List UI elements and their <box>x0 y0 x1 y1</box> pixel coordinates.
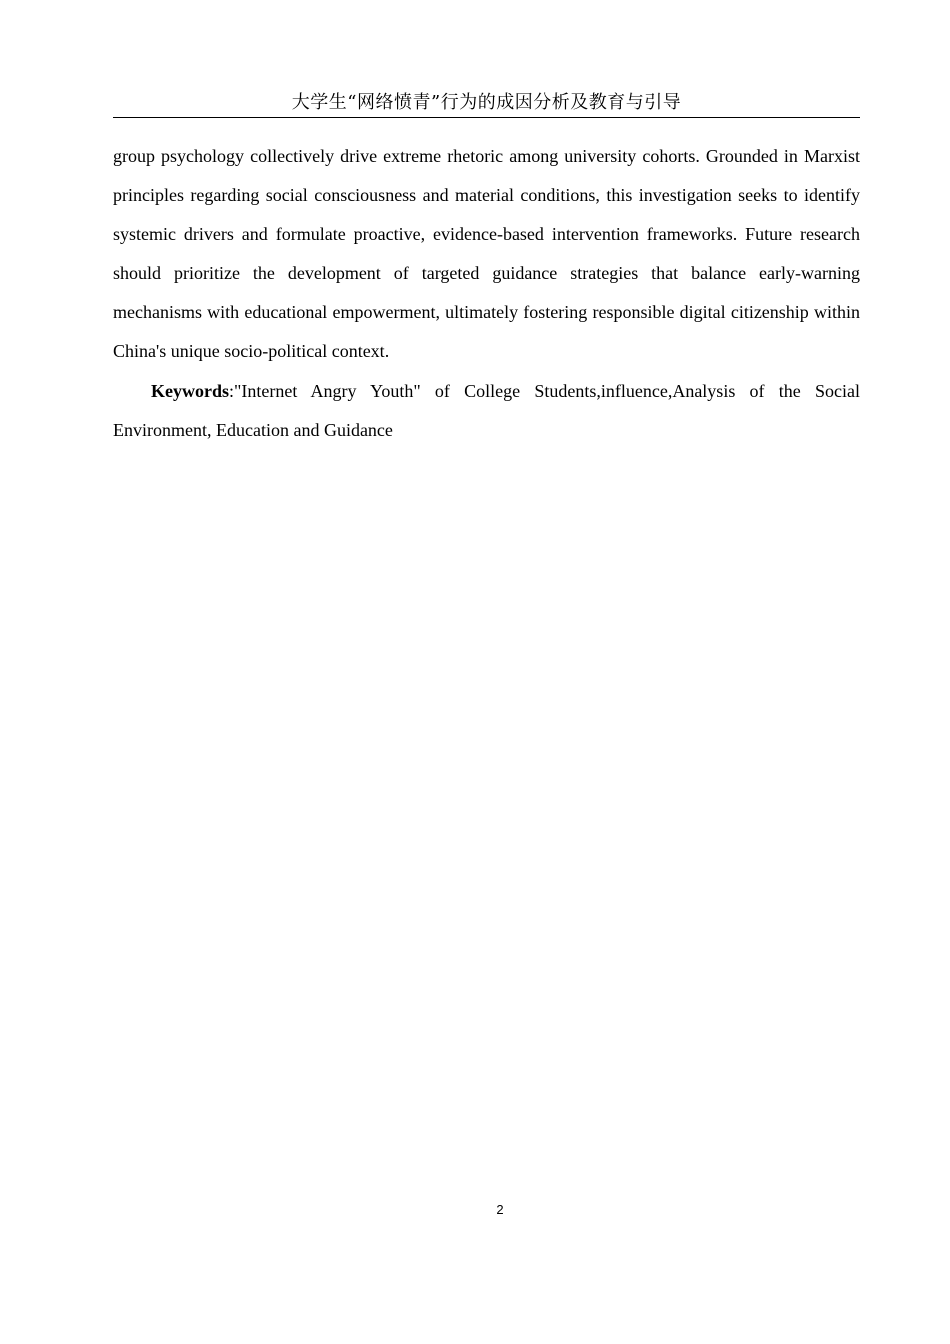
keywords-text: :"Internet Angry Youth" of College Students,influence,Analysis of the Social Environment, Education and Guidance <box>113 381 860 440</box>
abstract-paragraph: group psychology collectively drive extreme rhetoric among university cohorts. Grounded in Marxist principles regarding social consciousness and material conditions, this investigation seeks to identify systemic drivers and formulate proactive, evidence-based intervention frameworks. Future research should prioritize the development of targeted guidance strategies that balance early-warning mechanisms with educational empowerment, ultimately fostering responsible digital citizenship within China's unique socio-political context. <box>113 146 860 361</box>
keywords-paragraph <box>113 372 860 450</box>
page-header <box>113 88 860 118</box>
keywords-label: Keywords <box>151 381 229 401</box>
running-title: 大学生“网络愤青”行为的成因分析及教育与引导 <box>291 92 682 113</box>
page-number: 2 <box>496 1202 504 1217</box>
